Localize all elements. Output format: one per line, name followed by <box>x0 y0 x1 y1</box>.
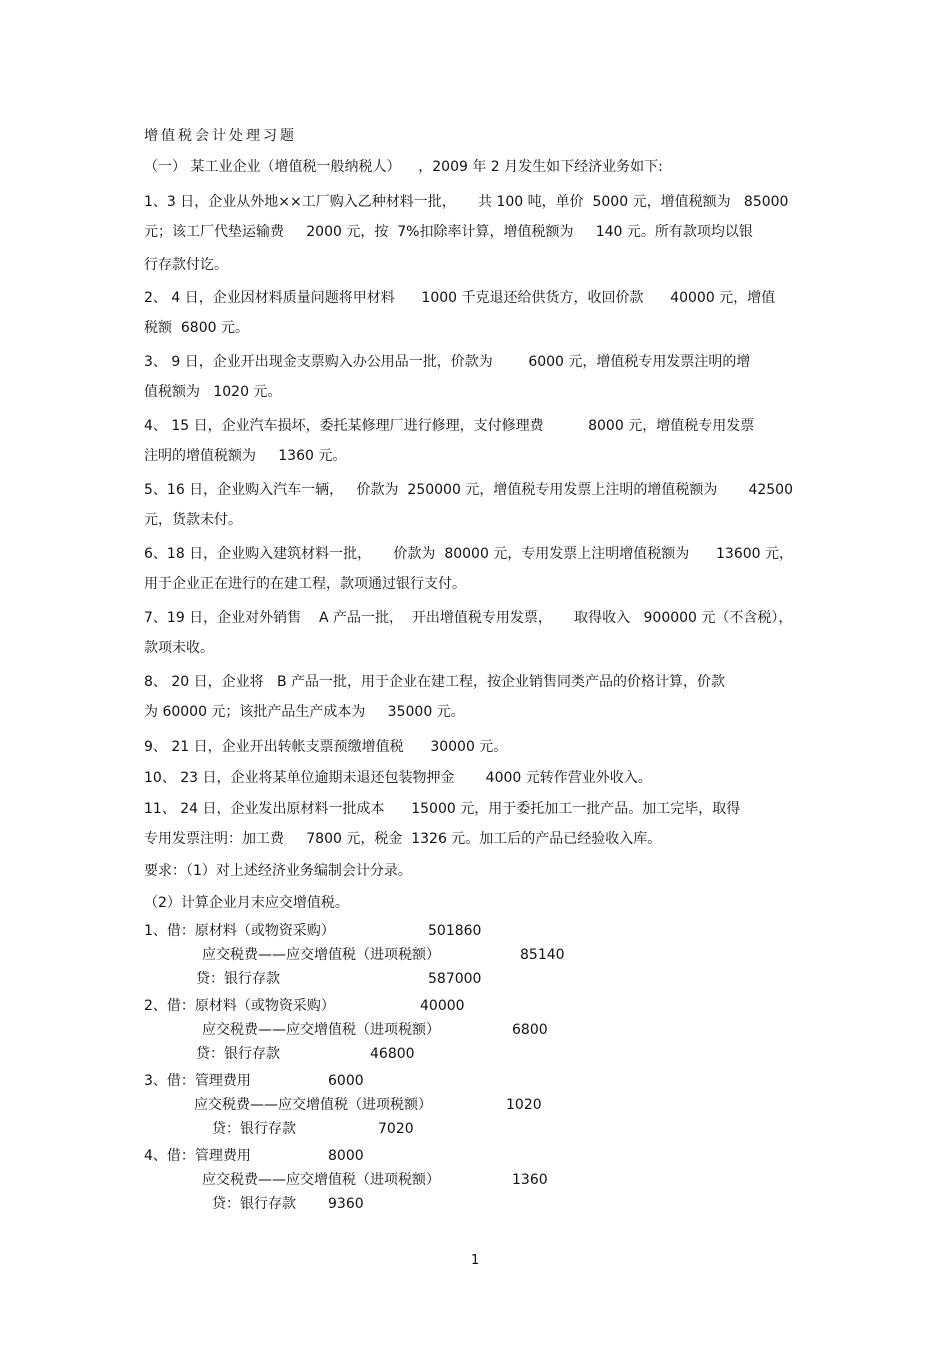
intro-line: （一） 某工业企业（增值税一般纳税人） ，2009 年 2 月发生如下经济业务如下: <box>144 159 663 175</box>
answer-4-credit: 贷：银行存款 <box>212 1196 296 1212</box>
page-number: 1 <box>471 1253 480 1268</box>
question-3-line-2: 值税额为 1020 元。 <box>144 384 282 400</box>
question-4-line-2: 注明的增值税额为 1360 元。 <box>144 448 347 464</box>
answer-1-debit: 1、借：原材料（或物资采购） <box>144 923 335 939</box>
question-11-line-2: 专用发票注明：加工费 7800 元，税金 1326 元。加工后的产品已经验收入库。 <box>144 831 662 847</box>
answer-3-debit-amount: 6000 <box>328 1073 364 1089</box>
answer-2-credit: 贷：银行存款 <box>196 1046 280 1062</box>
question-7-line-2: 款项未收。 <box>144 640 214 656</box>
answer-1-tax: 应交税费——应交增值税（进项税额） <box>202 947 440 963</box>
answer-3-debit: 3、借：管理费用 <box>144 1073 251 1089</box>
answer-1-credit: 贷：银行存款 <box>196 971 280 987</box>
answer-2-debit: 2、借：原材料（或物资采购） <box>144 998 335 1014</box>
answer-2-tax-amount: 6800 <box>512 1022 548 1038</box>
answer-1-debit-amount: 501860 <box>428 923 482 939</box>
question-1-line-1: 1、3 日，企业从外地××工厂购入乙种材料一批， 共 100 吨，单价 5000 元，增值税额为 85000 <box>144 194 789 210</box>
answer-4-credit-amount: 9360 <box>328 1196 364 1212</box>
question-10-line-1: 10、 23 日，企业将某单位逾期未退还包装物押金 4000 元转作营业外收入。 <box>144 770 652 786</box>
question-6-line-2: 用于企业正在进行的在建工程，款项通过银行支付。 <box>144 576 466 592</box>
requirement-2: （2）计算企业月末应交增值税。 <box>144 895 349 911</box>
requirement-1: 要求：（1）对上述经济业务编制会计分录。 <box>144 863 412 879</box>
answer-4-debit: 4、借：管理费用 <box>144 1148 251 1164</box>
question-7-line-1: 7、19 日，企业对外销售 A 产品一批， 开出增值税专用发票， 取得收入 900000 元（不含税）， <box>144 610 793 626</box>
answer-3-tax: 应交税费——应交增值税（进项税额） <box>194 1097 432 1113</box>
document-title: 增值税会计处理习题 <box>144 128 297 144</box>
question-8-line-1: 8、 20 日，企业将 B 产品一批，用于企业在建工程，按企业销售同类产品的价格计算，价款 <box>144 674 726 690</box>
question-11-line-1: 11、 24 日，企业发出原材料一批成本 15000 元，用于委托加工一批产品。加工完毕，取得 <box>144 801 741 817</box>
question-1-line-3: 行存款付讫。 <box>144 257 228 273</box>
question-5-line-1: 5、16 日，企业购入汽车一辆， 价款为 250000 元，增值税专用发票上注明的增值税额为 42500 <box>144 482 794 498</box>
question-4-line-1: 4、 15 日，企业汽车损坏，委托某修理厂进行修理，支付修理费 8000 元，增值税专用发票 <box>144 418 755 434</box>
question-5-line-2: 元，货款未付。 <box>144 512 242 528</box>
answer-3-credit: 贷：银行存款 <box>212 1121 296 1137</box>
question-6-line-1: 6、18 日，企业购入建筑材料一批， 价款为 80000 元，专用发票上注明增值税额为 13600 元， <box>144 546 793 562</box>
question-2-line-2: 税额 6800 元。 <box>144 320 249 336</box>
question-9-line-1: 9、 21 日，企业开出转帐支票预缴增值税 30000 元。 <box>144 739 508 755</box>
answer-2-credit-amount: 46800 <box>370 1046 415 1062</box>
question-1-line-2: 元；该工厂代垫运输费 2000 元，按 7%扣除率计算，增值税额为 140 元。所有款项均以银 <box>144 224 753 240</box>
question-3-line-1: 3、 9 日，企业开出现金支票购入办公用品一批，价款为 6000 元，增值税专用发票注明的增 <box>144 354 751 370</box>
answer-1-tax-amount: 85140 <box>520 947 565 963</box>
answer-3-credit-amount: 7020 <box>378 1121 414 1137</box>
question-2-line-1: 2、 4 日，企业因材料质量问题将甲材料 1000 千克退还给供货方，收回价款 40000 元，增值 <box>144 290 776 306</box>
answer-1-credit-amount: 587000 <box>428 971 482 987</box>
question-8-line-2: 为 60000 元；该批产品生产成本为 35000 元。 <box>144 704 465 720</box>
answer-4-tax-amount: 1360 <box>512 1172 548 1188</box>
answer-4-debit-amount: 8000 <box>328 1148 364 1164</box>
answer-4-tax: 应交税费——应交增值税（进项税额） <box>202 1172 440 1188</box>
answer-2-tax: 应交税费——应交增值税（进项税额） <box>202 1022 440 1038</box>
answer-2-debit-amount: 40000 <box>420 998 465 1014</box>
answer-3-tax-amount: 1020 <box>506 1097 542 1113</box>
